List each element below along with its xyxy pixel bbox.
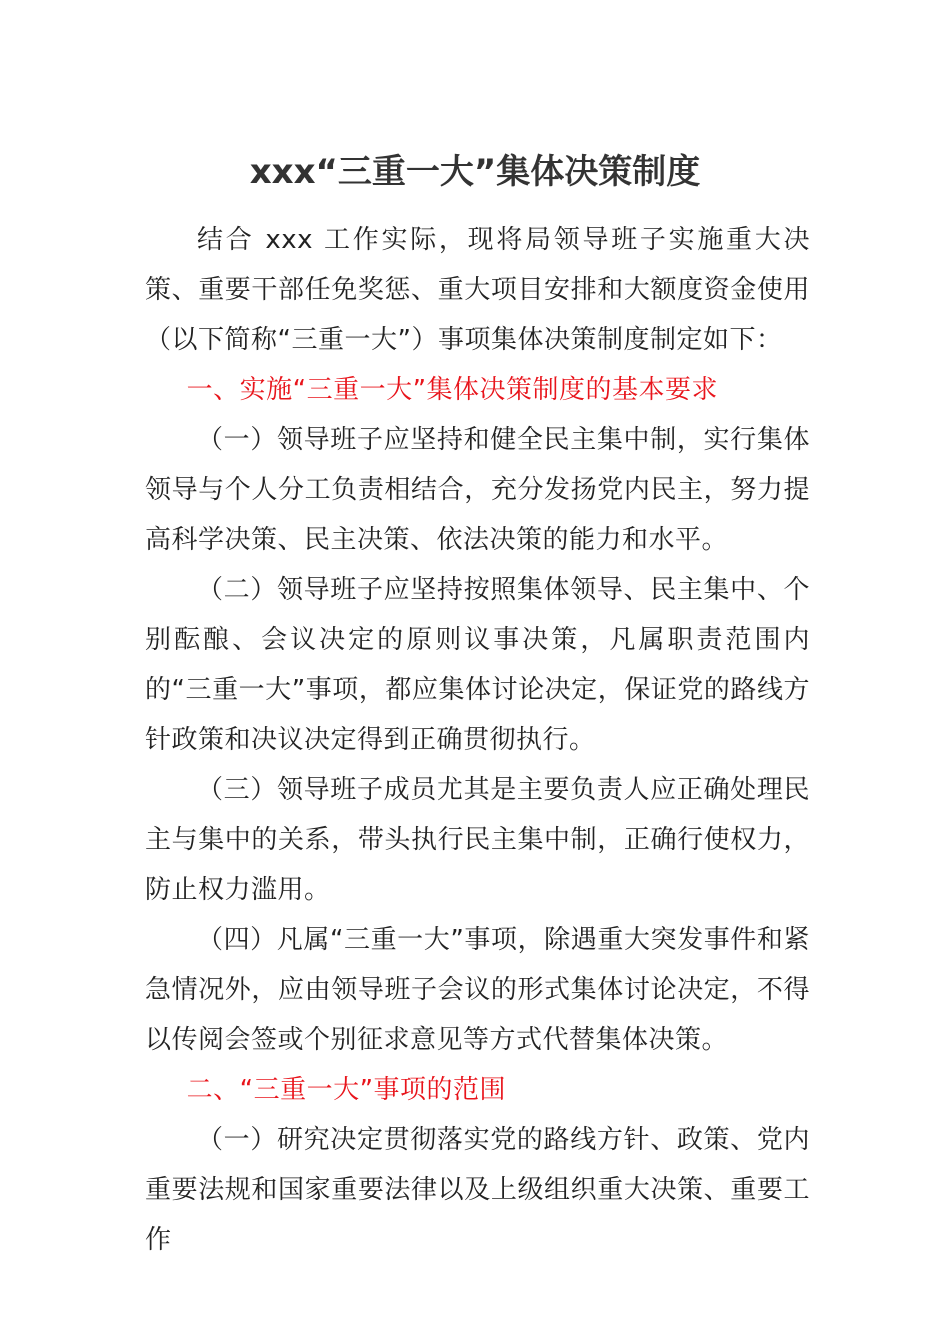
section1-item-4: （四）凡属“三重一大”事项，除遇重大突发事件和紧急情况外，应由领导班子会议的形式集体讨论决定，不得以传阅会签或个别征求意见等方式代替集体决策。	[145, 925, 810, 1055]
document-title: xxx“三重一大”集体决策制度	[249, 152, 701, 192]
intro-paragraph: 结合 xxx 工作实际，现将局领导班子实施重大决策、重要干部任免奖惩、重大项目安排和大额度资金使用（以下简称“三重一大”）事项集体决策制度制定如下：	[145, 225, 810, 355]
section1-item-2: （二）领导班子应坚持按照集体领导、民主集中、个别酝酿、会议决定的原则议事决策，凡属职责范围内的“三重一大”事项，都应集体讨论决定，保证党的路线方针政策和决议决定得到正确贯彻执行。	[145, 575, 810, 755]
document-body	[145, 215, 810, 1265]
section-heading-1: 一、实施“三重一大”集体决策制度的基本要求	[186, 375, 719, 405]
section1-item-1: （一）领导班子应坚持和健全民主集中制，实行集体领导与个人分工负责相结合，充分发扬党内民主，努力提高科学决策、民主决策、依法决策的能力和水平。	[145, 425, 810, 555]
section1-item-3: （三）领导班子成员尤其是主要负责人应正确处理民主与集中的关系，带头执行民主集中制，正确行使权力，防止权力滥用。	[145, 775, 810, 905]
section2-item-1: （一）研究决定贯彻落实党的路线方针、政策、党内重要法规和国家重要法律以及上级组织重大决策、重要工作	[145, 1125, 810, 1255]
section-heading-2: 二、“三重一大”事项的范围	[186, 1075, 507, 1105]
